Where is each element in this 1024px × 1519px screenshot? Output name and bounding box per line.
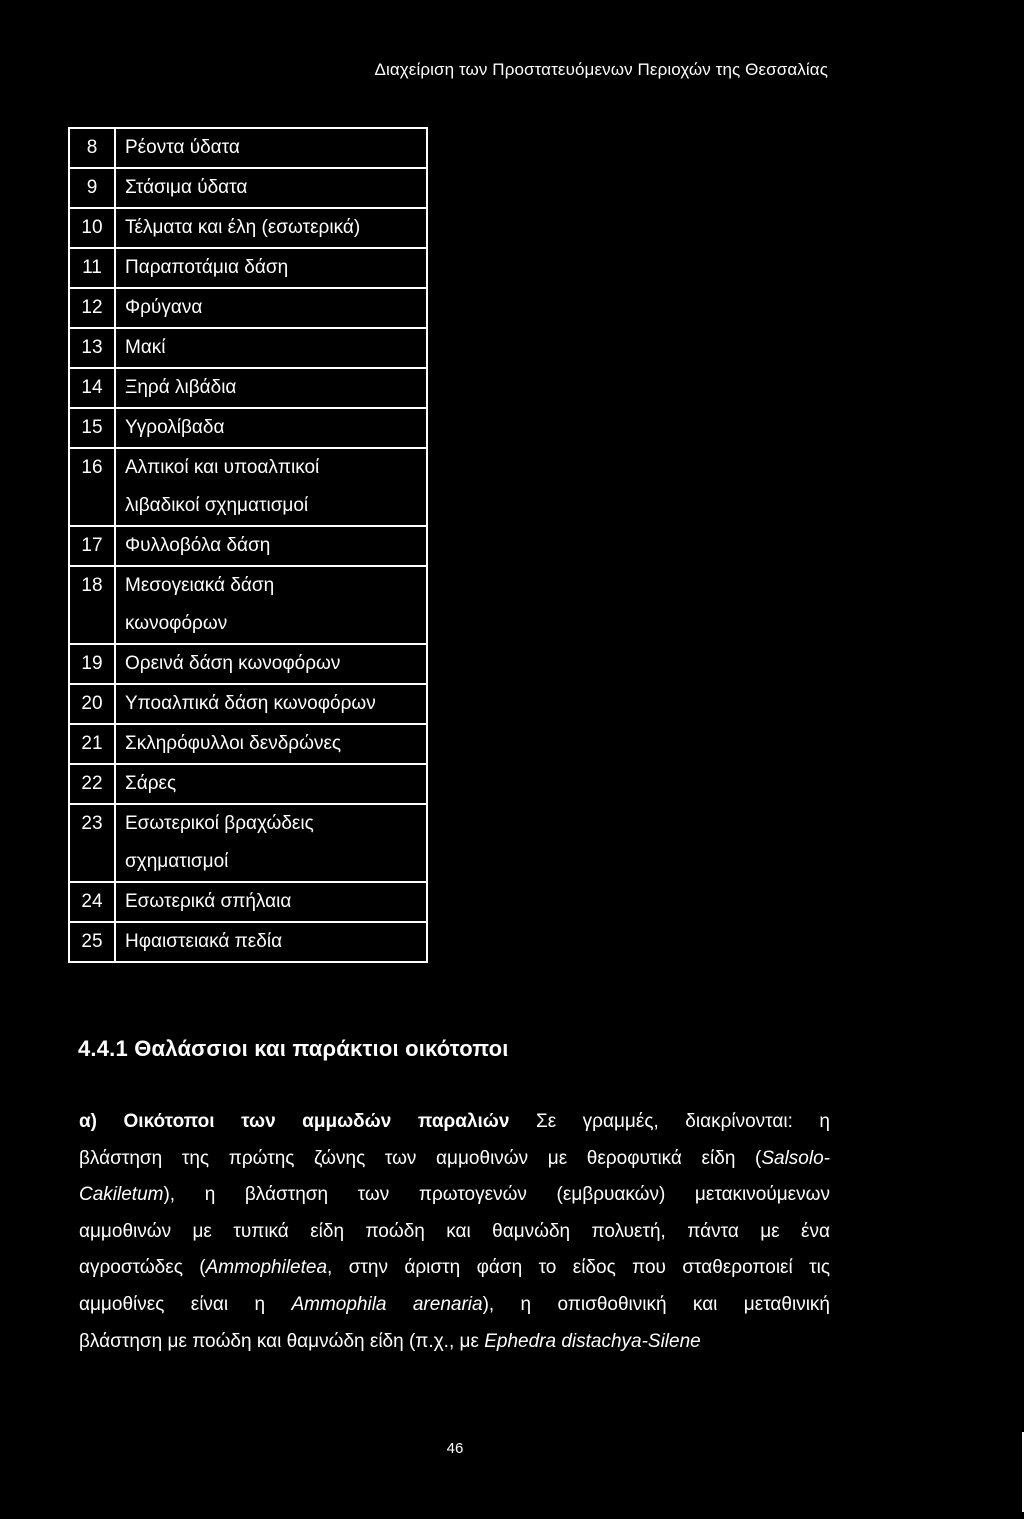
habitat-number: 23: [69, 804, 115, 882]
habitat-number: 19: [69, 644, 115, 684]
species-name: Cakiletum: [79, 1184, 164, 1206]
table-row: [69, 922, 427, 962]
table-row: [69, 804, 427, 882]
habitat-name-line: Μεσογειακά δάση: [125, 575, 275, 596]
habitat-name: [115, 804, 427, 882]
habitat-number: 21: [69, 724, 115, 764]
species-name: Ammophila arenaria: [291, 1293, 483, 1315]
paragraph-line: [79, 1214, 830, 1251]
table-row: [69, 208, 427, 248]
habitat-name-line: Στάσιμα ύδατα: [125, 177, 248, 198]
table-row: [69, 764, 427, 804]
table-row: [69, 248, 427, 288]
text-run: βλάστηση της πρώτης ζώνης των αμμοθινών με θεροφυτικά είδη (: [79, 1147, 762, 1169]
habitat-number: 8: [69, 128, 115, 168]
text-run: αμμοθίνες είναι η: [79, 1293, 292, 1315]
habitat-name: [115, 208, 427, 248]
text-run: αγροστώδες (: [79, 1257, 206, 1279]
text-run: Σε γραμμές, διακρίνονται: η: [509, 1111, 830, 1132]
species-name: Ephedra distachya-Silene: [484, 1330, 701, 1352]
habitat-name: [115, 526, 427, 566]
text-run: ), η βλάστηση των πρωτογενών (εμβρυακών) μετακινούμενων: [163, 1184, 830, 1206]
habitat-name-line: Σάρες: [125, 773, 177, 794]
habitat-name-line: Μακί: [125, 337, 166, 358]
habitat-name-line: Ηφαιστειακά πεδία: [125, 931, 283, 952]
habitat-name: [115, 368, 427, 408]
habitat-name-line: Ορεινά δάση κωνοφόρων: [125, 653, 341, 674]
habitat-name-line: Τέλματα και έλη (εσωτερικά): [125, 217, 361, 238]
habitat-name: [115, 128, 427, 168]
habitat-name: [115, 408, 427, 448]
table-row: [69, 368, 427, 408]
paragraph-line: [79, 1177, 830, 1214]
body-paragraph: [79, 1104, 830, 1360]
habitat-name: [115, 288, 427, 328]
habitat-number: 10: [69, 208, 115, 248]
habitat-number: 13: [69, 328, 115, 368]
habitat-name-line: Σκληρόφυλλοι δενδρώνες: [125, 733, 342, 754]
habitat-number: 11: [69, 248, 115, 288]
habitat-name: [115, 566, 427, 644]
habitat-name-line: λιβαδικοί σχηματισμοί: [125, 495, 309, 516]
habitat-name-line: Υποαλπικά δάση κωνοφόρων: [125, 693, 376, 714]
table-row: [69, 644, 427, 684]
table-row: [69, 566, 427, 644]
habitat-name-line: Φυλλοβόλα δάση: [125, 535, 271, 556]
habitat-name: [115, 684, 427, 724]
habitat-number: 18: [69, 566, 115, 644]
habitat-number: 17: [69, 526, 115, 566]
habitat-number: 15: [69, 408, 115, 448]
table-row: [69, 288, 427, 328]
habitat-name: [115, 328, 427, 368]
paragraph-line: [79, 1141, 830, 1178]
habitat-name: [115, 168, 427, 208]
habitat-table-body: [69, 128, 427, 962]
table-row: [69, 448, 427, 526]
paragraph-line: [79, 1324, 830, 1361]
table-row: [69, 168, 427, 208]
habitat-number: 12: [69, 288, 115, 328]
table-row: [69, 328, 427, 368]
habitat-number: 9: [69, 168, 115, 208]
habitat-number: 22: [69, 764, 115, 804]
species-name: Salsolo-: [761, 1147, 830, 1169]
habitat-name: [115, 248, 427, 288]
habitat-name: [115, 764, 427, 804]
paragraph-line: [79, 1250, 830, 1287]
habitat-name-line: Ξηρά λιβάδια: [125, 377, 237, 398]
text-run: βλάστηση με ποώδη και θαμνώδη είδη (π.χ., με: [79, 1330, 485, 1352]
table-row: [69, 526, 427, 566]
habitat-name: [115, 644, 427, 684]
habitat-name-line: Υγρολίβαδα: [125, 417, 225, 438]
paragraph-line: [79, 1287, 830, 1324]
table-row: [69, 128, 427, 168]
table-row: [69, 684, 427, 724]
habitat-name: [115, 724, 427, 764]
running-header: Διαχείριση των Προστατευόμενων Περιοχών της Θεσσαλίας: [374, 60, 828, 79]
habitat-name-line: Φρύγανα: [125, 297, 203, 318]
habitat-name-line: Ρέοντα ύδατα: [125, 137, 240, 158]
habitat-table: [68, 127, 428, 963]
subsection-label: α) Οικότοποι των αμμωδών παραλιών: [79, 1111, 510, 1132]
habitat-name: [115, 448, 427, 526]
table-row: [69, 724, 427, 764]
text-run: , στην άριστη φάση το είδος που σταθεροποιεί τις: [327, 1257, 830, 1279]
habitat-name: [115, 882, 427, 922]
section-heading: 4.4.1 Θαλάσσιοι και παράκτιοι οικότοποι: [78, 1036, 509, 1061]
text-run: ), η οπισθοθινική και μεταθινική: [482, 1293, 830, 1315]
habitat-number: 24: [69, 882, 115, 922]
habitat-name-line: Αλπικοί και υποαλπικοί: [125, 457, 320, 478]
species-name: Ammophiletea: [205, 1257, 328, 1279]
habitat-number: 20: [69, 684, 115, 724]
table-row: [69, 882, 427, 922]
habitat-name-line: σχηματισμοί: [125, 851, 229, 872]
habitat-number: 14: [69, 368, 115, 408]
habitat-name-line: Παραποτάμια δάση: [125, 257, 289, 278]
text-run: αμμοθινών με τυπικά είδη ποώδη και θαμνώδη πολυετή, πάντα με ένα: [79, 1220, 830, 1242]
habitat-number: 16: [69, 448, 115, 526]
habitat-name-line: Εσωτερικά σπήλαια: [125, 891, 292, 912]
page-number: 46: [446, 1440, 464, 1457]
habitat-name-line: Εσωτερικοί βραχώδεις: [125, 813, 314, 834]
habitat-number: 25: [69, 922, 115, 962]
table-row: [69, 408, 427, 448]
habitat-name-line: κωνοφόρων: [125, 613, 228, 634]
paragraph-line: [79, 1104, 830, 1141]
habitat-name: [115, 922, 427, 962]
